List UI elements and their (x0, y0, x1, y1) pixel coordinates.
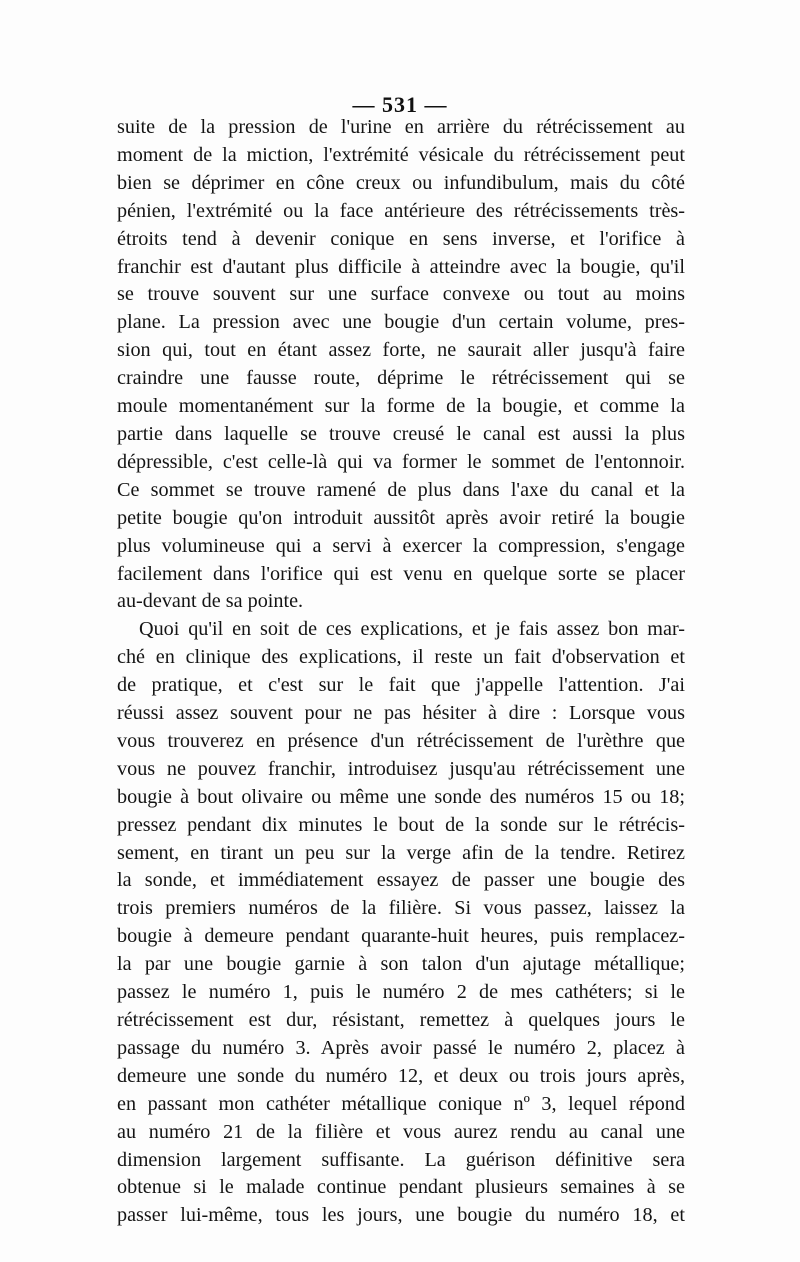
text-line: vous ne pouvez franchir, introduisez jusqu'au rétrécissement une (117, 757, 685, 780)
text-line: au-devant de sa pointe. (117, 590, 304, 613)
text-line: demeure une sonde du numéro 12, et deux ou trois jours après, (117, 1064, 685, 1087)
text-line: passage du numéro 3. Après avoir passé le numéro 2, placez à (117, 1036, 685, 1059)
text-line: trois premiers numéros de la filière. Si vous passez, laissez la (117, 897, 685, 920)
text-line: pénien, l'extrémité ou la face antérieure des rétrécissements très- (117, 199, 685, 222)
text-line: moule momentanément sur la forme de la bougie, et comme la (117, 395, 685, 418)
text-line: bougie à demeure pendant quarante-huit heures, puis remplacez- (117, 925, 685, 948)
text-line: sement, en tirant un peu sur la verge afin de la tendre. Retirez (117, 841, 685, 864)
body-text (117, 114, 685, 1230)
text-line: moment de la miction, l'extrémité vésicale du rétrécissement peut (117, 143, 685, 166)
text-line: de pratique, et c'est sur le fait que j'appelle l'attention. J'ai (117, 674, 685, 697)
text-line: passer lui-même, tous les jours, une bougie du numéro 18, et (117, 1204, 685, 1227)
text-line: franchir est d'autant plus difficile à atteindre avec la bougie, qu'il (117, 255, 685, 278)
text-line: facilement dans l'orifice qui est venu en quelque sorte se placer (117, 562, 685, 585)
text-line: se trouve souvent sur une surface convexe ou tout au moins (117, 283, 685, 306)
text-line: dépressible, c'est celle-là qui va former le sommet de l'entonnoir. (117, 450, 685, 473)
text-line: étroits tend à devenir conique en sens inverse, et l'orifice à (117, 227, 685, 250)
page-number: — 531 — (352, 92, 448, 117)
text-line: la sonde, et immédiatement essayez de passer une bougie des (117, 869, 685, 892)
text-line: réussi assez souvent pour ne pas hésiter à dire : Lorsque vous (117, 702, 685, 725)
text-line: partie dans laquelle se trouve creusé le canal est aussi la plus (117, 422, 685, 445)
text-line: Ce sommet se trouve ramené de plus dans l'axe du canal et la (117, 478, 685, 501)
text-line: bougie à bout olivaire ou même une sonde des numéros 15 ou 18; (117, 785, 685, 808)
text-line: vous trouverez en présence d'un rétrécissement de l'urèthre que (117, 729, 685, 752)
text-line: craindre une fausse route, déprime le rétrécissement qui se (117, 367, 685, 390)
text-line: obtenue si le malade continue pendant plusieurs semaines à se (117, 1176, 685, 1199)
text-line: Quoi qu'il en soit de ces explications, et je fais assez bon mar- (139, 618, 685, 641)
text-line: rétrécissement est dur, résistant, remettez à quelques jours le (117, 1009, 685, 1031)
text-line: ché en clinique des explications, il reste un fait d'observation et (117, 646, 685, 669)
text-line: plane. La pression avec une bougie d'un certain volume, pres- (117, 311, 685, 334)
text-line: petite bougie qu'on introduit aussitôt après avoir retiré la bougie (117, 506, 685, 529)
text-line: pressez pendant dix minutes le bout de la sonde sur le rétrécis- (117, 813, 685, 836)
text-line: au numéro 21 de la filière et vous aurez rendu au canal une (117, 1120, 685, 1143)
text-line: suite de la pression de l'urine en arrière du rétrécissement au (117, 116, 685, 138)
text-line: dimension largement suffisante. La guérison définitive sera (117, 1148, 685, 1171)
text-line: la par une bougie garnie à son talon d'un ajutage métallique; (117, 953, 685, 976)
text-line: sion qui, tout en étant assez forte, ne saurait aller jusqu'à faire (117, 339, 685, 362)
text-line: en passant mon cathéter métallique conique nº 3, lequel répond (117, 1092, 685, 1115)
text-line: plus volumineuse qui a servi à exercer la compression, s'engage (117, 534, 685, 557)
text-line: passez le numéro 1, puis le numéro 2 de mes cathéters; si le (117, 981, 685, 1004)
text-line: bien se déprimer en cône creux ou infundibulum, mais du côté (117, 171, 685, 194)
